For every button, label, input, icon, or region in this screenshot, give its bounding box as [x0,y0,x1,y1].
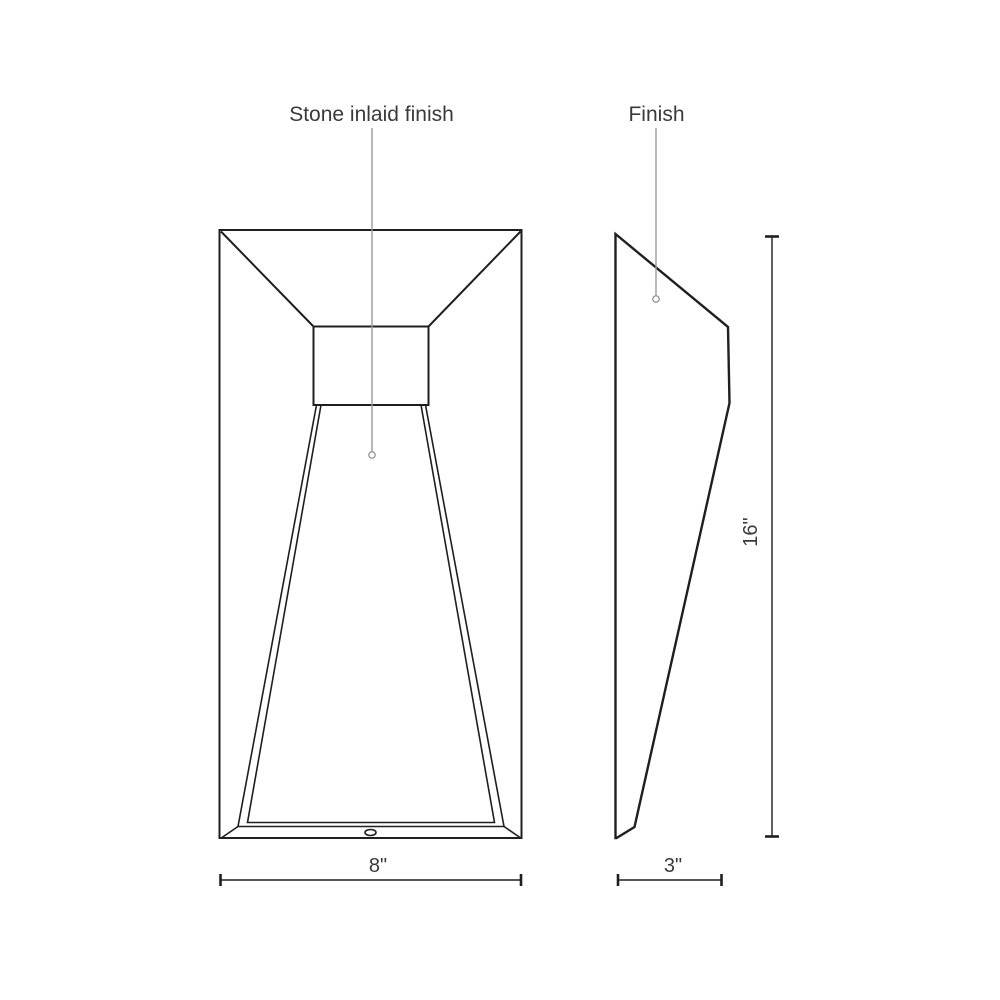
front-view [220,230,522,838]
dim-text-3in: 3" [663,855,683,877]
hood-diagonal-left [221,232,314,327]
callout-label-stone-inlaid-finish: Stone inlaid finish [289,103,454,126]
bottom-chamfer-left [222,827,238,838]
dimension-16in [740,237,779,837]
shade-trapezoid-outer [238,405,504,827]
callout-dot-icon [369,452,375,458]
front-outer-rectangle [220,230,522,838]
side-profile-outline [616,234,730,838]
dimension-3in [618,855,722,886]
callout-finish [628,103,684,302]
callout-label-finish: Finish [628,103,685,126]
dim-text-16in: 16" [740,517,762,547]
dimension-8in [221,855,522,886]
side-view [616,234,730,838]
callout-dot-icon [653,296,659,302]
front-inner-rectangle [314,327,429,406]
shade-trapezoid-inner [248,405,495,823]
dim-text-8in: 8" [368,855,388,877]
screw-hole-icon [365,830,376,836]
bottom-chamfer-right [504,827,520,838]
hood-diagonal-right [429,232,521,327]
